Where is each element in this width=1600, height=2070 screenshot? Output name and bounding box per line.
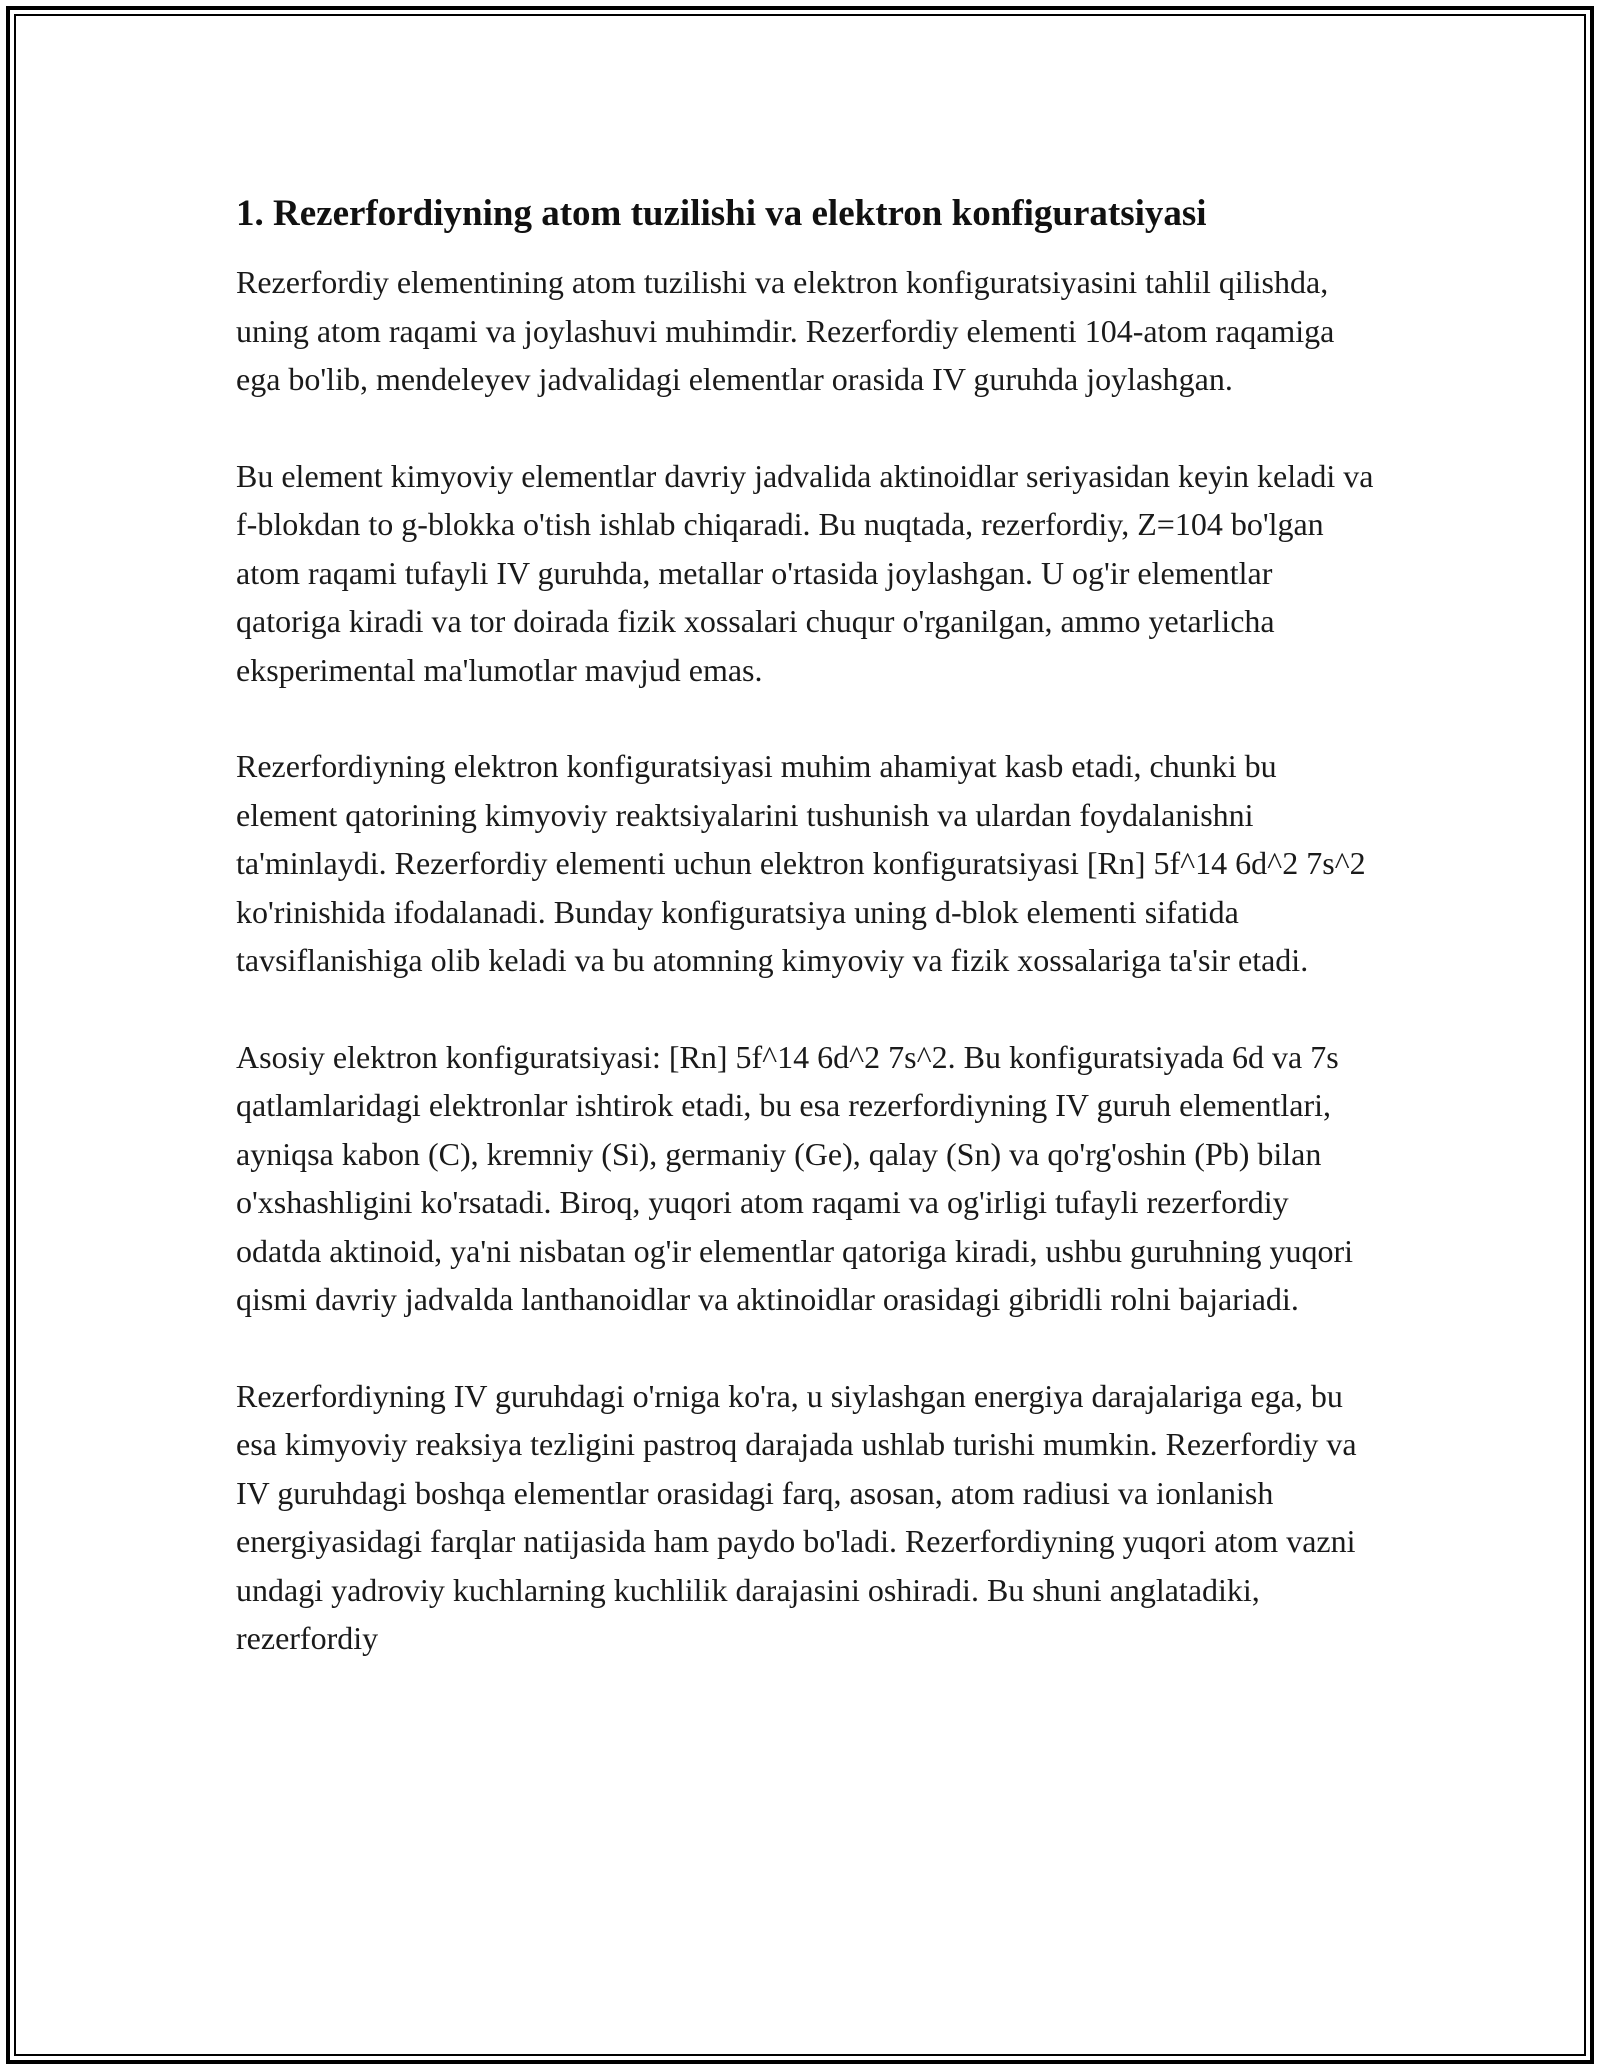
paragraph-periodic-position: Bu element kimyoviy elementlar davriy jadvalida aktinoidlar seriyasidan keyin keladi va f-blokdan to g-blokka o'tish ishlab chiqaradi. Bu nuqtada, rezerfordiy, Z=104 bo'lgan atom raqami tufayli IV guruhda, metallar o'rtasida joylashgan. U og'ir elementlar qatoriga kiradi va tor doirada fizik xossalari chuqur o'rganilgan, ammo yetarlicha eksperimental ma'lumotlar mavjud emas. — [236, 457, 1374, 688]
paragraph-group-comparison: Rezerfordiyning IV guruhdagi o'rniga ko'ra, u siylashgan energiya darajalariga ega, bu esa kimyoviy reaksiya tezligini pastroq darajada ushlab turishi mumkin. Rezerfordiy va IV guruhdagi boshqa elementlar orasidagi farq, asosan, atom radiusi va ionlanish energiyasidagi farqlar natijasida ham paydo bo'ladi. Rezerfordiyning yuqori atom vazni undagi yadroviy kuchlarning kuchlilik darajasini oshiradi. Bu shuni anglatadiki, rezerfordiy — [236, 1377, 1357, 1656]
paragraph-ground-state: Asosiy elektron konfiguratsiyasi: [Rn] 5f^14 6d^2 7s^2. Bu konfiguratsiyada 6d va 7s qatlamlaridagi elektronlar ishtirok etadi, bu esa rezerfordiyning IV guruh elementlari, ayniqsa kabon (C), kremniy (Si), germaniy (Ge), qalay (Sn) va qo'rg'oshin (Pb) bilan o'xshashligini ko'rsatadi. Biroq, yuqori atom raqami va og'irligi tufayli rezerfordiy odatda aktinoid, ya'ni nisbatan og'ir elementlar qatoriga kiradi, ushbu guruhning yuqori qismi davriy jadvalda lanthanoidlar va aktinoidlar orasidagi gibridli rolni bajariadi. — [236, 1038, 1354, 1317]
paragraph-atomic-number: Rezerfordiy elementining atom tuzilishi va elektron konfiguratsiyasini tahlil qilishda, uning atom raqami va joylashuvi muhimdir. Rezerfordiy elementi 104-atom raqamiga ega bo'lib, mendeleyev jadvalidagi elementlar orasida IV guruhda joylashgan. — [236, 264, 1335, 397]
document-body — [236, 186, 1376, 1663]
paragraph-electron-configuration: Rezerfordiyning elektron konfiguratsiyasi muhim ahamiyat kasb etadi, chunki bu element qatorining kimyoviy reaktsiyalarini tushunish va ulardan foydalanishni ta'minlaydi. Rezerfordiy elementi uchun elektron konfiguratsiyasi [Rn] 5f^14 6d^2 7s^2 ko'rinishida ifodalanadi. Bunday konfiguratsiya uning d-blok elementi sifatida tavsiflanishiga olib keladi va bu atomning kimyoviy va fizik xossalariga ta'sir etadi. — [236, 748, 1366, 978]
section-heading: 1. Rezerfordiyning atom tuzilishi va elektron konfiguratsiyasi — [236, 193, 1207, 234]
